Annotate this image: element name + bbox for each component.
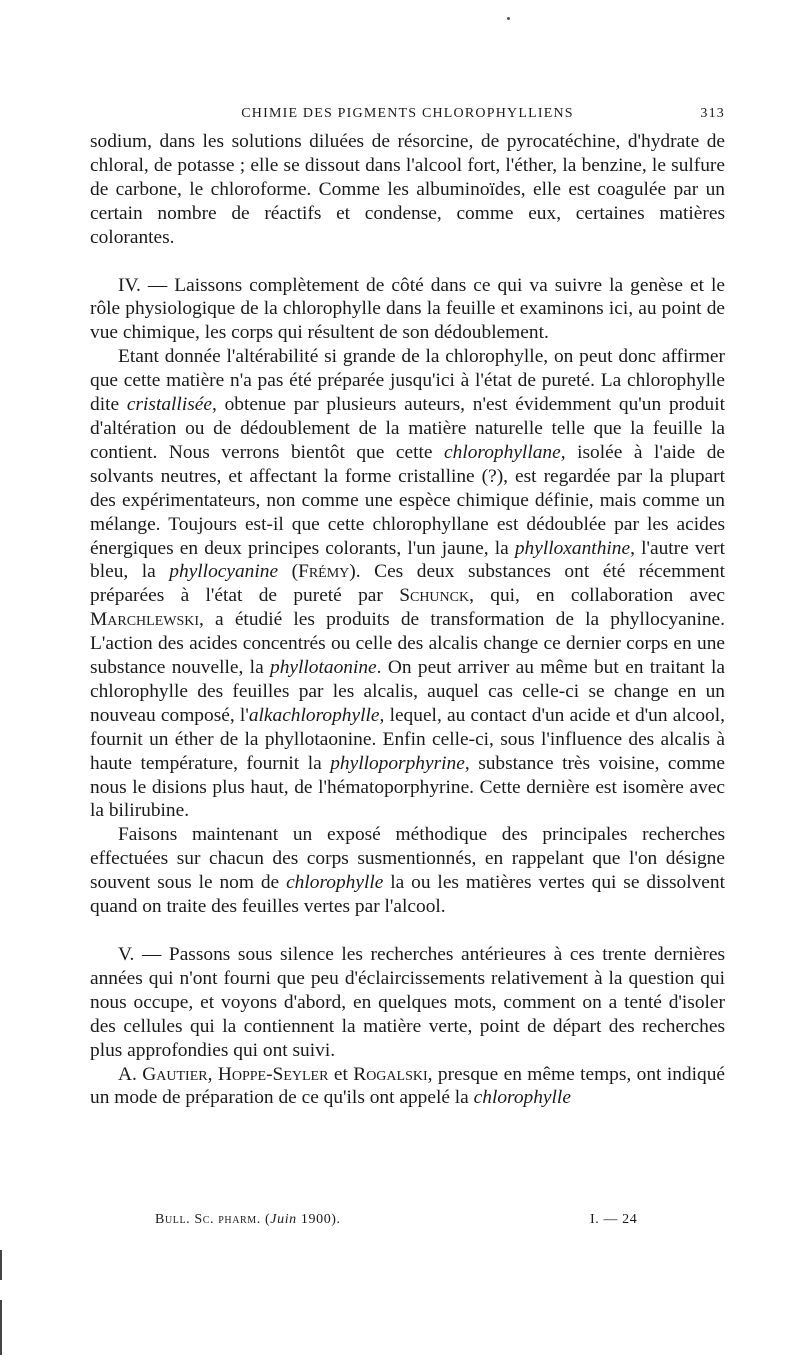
text-run: , lequel, au contact d'un acide et d'un alcool, fournit un éther de la phyllotaonine. Enfin celle-ci, sous l'influence des alcalis à haute température, fournit la: [90, 704, 725, 774]
author-name: Gautier: [142, 1063, 208, 1085]
author-name: Hoppe-Seyler: [217, 1063, 329, 1085]
signature-mark: I. — 24: [590, 1212, 638, 1227]
italic-term: chlorophyllane: [444, 441, 561, 463]
specks: [507, 17, 510, 20]
journal-abbrev: Bull. Sc. pharm.: [155, 1212, 261, 1227]
text-run: (: [278, 561, 299, 583]
italic-term: phylloxanthine: [514, 537, 631, 559]
paragraph-3: [90, 345, 725, 823]
italic-term: chlorophylle: [473, 1087, 571, 1109]
italic-term: phyllocyanine: [169, 561, 279, 583]
paragraph-1: sodium, dans les solutions diluées de résorcine, de pyrocatéchine, d'hydrate de chloral, de potasse ; elle se dissout dans l'alcool fort, l'éther, la benzine, le sulfure de carbone, le chloroforme. Comme les albuminoïdes, elle est coagulée par un certain nombre de réactifs et condense, comme eux, certaines matières colorantes.: [90, 131, 725, 248]
scan-edge-mark: [0, 1300, 2, 1355]
paragraph-section-iv: IV. — Laissons complètement de côté dans ce qui va suivre la genèse et le rôle physiologique de la chlorophylle dans la feuille et examinons ici, au point de vue chimique, les corps qui résultent de son dédoublement.: [90, 274, 725, 344]
author-name: Rogalski: [353, 1063, 428, 1085]
text-run: , a étudié les produits de transformation de la phyllocyanine. L'action des acides concentrés ou celle des alcalis change ce dernier corps en une substance nouvelle, la: [90, 609, 725, 679]
author-name: Frémy: [298, 561, 350, 583]
footer-text: (: [260, 1212, 271, 1227]
section-gap: [90, 919, 725, 943]
author-name: Marchlewski: [90, 609, 200, 631]
footer-text: 1900).: [296, 1212, 341, 1227]
text-run: , isolée à l'aide de solvants neutres, et affectant la forme cristalline (?), est regardée par la plupart des expérimentateurs, non comme une espèce chimique définie, mais comme un mélange. Toujours est-il que cette chlorophyllane est dédoublée par les acides énergiques en deux principes colorants, l'un jaune, la: [90, 441, 725, 559]
text-run: , obtenue par plusieurs auteurs, n'est évidemment qu'un produit d'altération ou de dédoublement de la matière naturelle telle que la feuille la contient. Nous verrons bientôt que cette: [90, 394, 725, 463]
text-run: Faisons maintenant un exposé méthodique des principales recherches effectuées sur chacun des corps susmentionnés, en rappelant que l'on désigne souvent sous le nom de: [90, 824, 725, 894]
scan-edge-mark: [0, 1250, 2, 1280]
paragraph-6: [90, 1063, 725, 1111]
text-run: et: [328, 1063, 354, 1085]
text-run: A.: [118, 1063, 143, 1085]
paragraph-section-v: V. — Passons sous silence les recherches antérieures à ces trente dernières années qui n'ont fourni que peu d'éclaircissements relativement à la question qui nous occupe, et voyons d'abord, en quelques mots, comment on a tenté d'isoler des cellules qui la contiennent la matière verte, point de départ des recherches plus approfondies qui ont suivi.: [90, 944, 725, 1061]
text-run: , qui, en collaboration avec: [469, 585, 725, 607]
italic-term: alkachlorophylle: [248, 704, 380, 726]
text-run: , presque en même temps, ont indiqué un mode de préparation de ce qu'ils ont appelé la: [90, 1063, 725, 1109]
text-run: , substance très voisine, comme nous le disions plus haut, de l'hématoporphyrine. Cette dernière est isomère avec la bilirubine.: [90, 752, 726, 822]
italic-term: chlorophylle: [286, 872, 384, 894]
page-number: 313: [700, 106, 725, 121]
footer-month: Juin: [270, 1212, 297, 1227]
italic-term: phyllotaonine: [270, 657, 377, 679]
text-run: Etant donnée l'altérabilité si grande de la chlorophylle, on peut donc affirmer que cette matière n'a pas été préparée jusqu'ici à l'état de pureté. La chlorophylle dite: [90, 346, 725, 416]
text-run: la ou les matières vertes qui se dissolvent quand on traite des feuilles vertes par l'alcool.: [90, 872, 726, 918]
section-gap: [90, 250, 725, 274]
text-run: . On peut arriver au même but en traitant la chlorophylle des feuilles par les alcalis, auquel cas celle-ci se change en un nouveau composé, l': [90, 657, 725, 726]
text-run: , l'autre vert bleu, la: [90, 537, 725, 583]
text-run: ,: [207, 1063, 218, 1085]
running-header: [90, 100, 725, 130]
author-name: Schunck: [399, 585, 470, 607]
italic-term: phylloporphyrine: [330, 752, 465, 774]
running-title: CHIMIE DES PIGMENTS CHLOROPHYLLIENS: [241, 106, 574, 121]
page: [90, 100, 725, 1110]
text-run: ). Ces deux substances ont été récemment préparées à l'état de pureté par: [90, 561, 726, 607]
italic-term: cristallisée: [126, 394, 212, 416]
page-footer: [155, 1212, 695, 1228]
paragraph-4: [90, 823, 725, 919]
